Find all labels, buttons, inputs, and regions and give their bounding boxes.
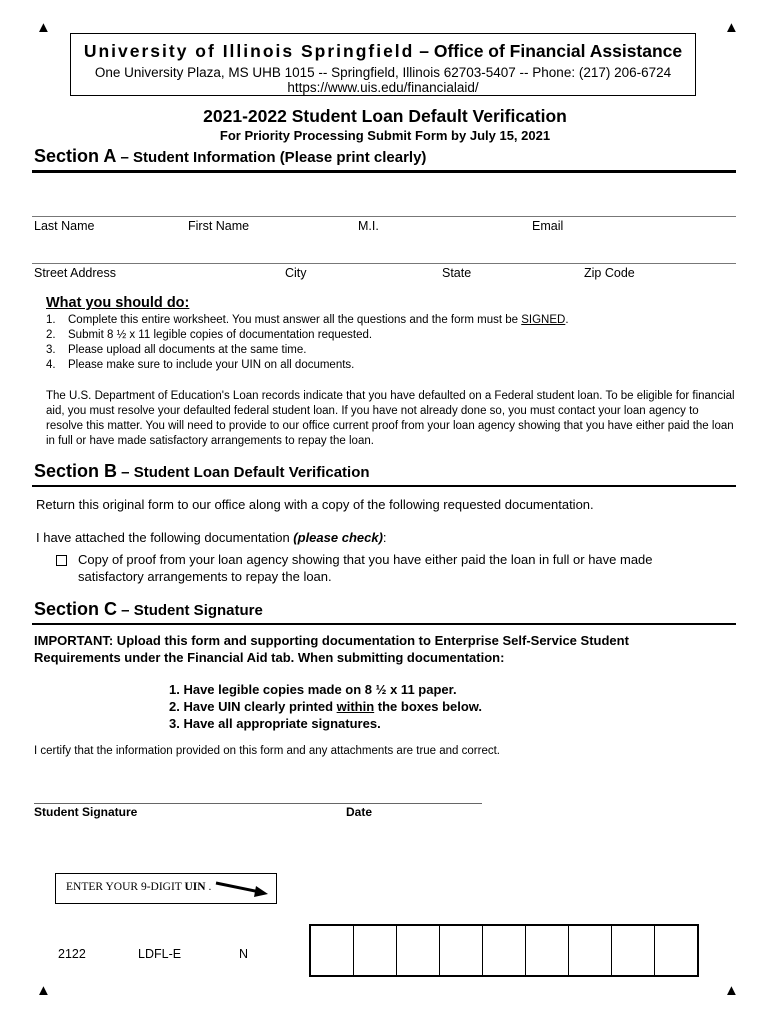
return-form-text: Return this original form to our office along with a copy of the following requested documentation. [36, 497, 594, 512]
proof-checkbox-label-1: Copy of proof from your loan agency showing that you have either paid the loan in full or have made [78, 552, 653, 567]
list-item: 1. Complete this entire worksheet. You must answer all the questions and the form must be SIGNED. [46, 314, 569, 326]
steps-list [46, 313, 569, 373]
list-item: 2. Submit 8 ½ x 11 legible copies of documentation requested. [46, 329, 373, 341]
what-you-should-do-heading: What you should do: [46, 295, 190, 311]
date-label: Date [346, 805, 373, 819]
mi-label: M.I. [358, 219, 379, 233]
form-code-year: 2122 [58, 947, 86, 961]
requirement-3: 3. Have all appropriate signatures. [169, 716, 381, 731]
list-item: 3. Please upload all documents at the same time. [46, 344, 307, 356]
header-address: One University Plaza, MS UHB 1015 -- Springfield, Illinois 62703-5407 -- Phone: (217) 206-6724 [94, 65, 672, 80]
email-label: Email [532, 219, 564, 233]
corner-mark-bottom-left: ▲ [36, 982, 51, 999]
section-c-heading: Section C – Student Signature [34, 599, 263, 619]
proof-checkbox-label-2: satisfactory arrangements to repay the loan. [78, 569, 332, 584]
requirement-1: 1. Have legible copies made on 8 ½ x 11 paper. [169, 682, 457, 697]
attached-documentation-text: I have attached the following documentation (please check): [36, 530, 387, 545]
uin-digit-box[interactable] [526, 926, 569, 975]
section-c-rule [32, 623, 736, 625]
uin-digit-box[interactable] [612, 926, 655, 975]
last-name-label: Last Name [34, 219, 95, 233]
form-subtitle: For Priority Processing Submit Form by July 15, 2021 [219, 128, 551, 143]
first-name-label: First Name [188, 219, 250, 233]
corner-mark-bottom-right: ▲ [724, 982, 739, 999]
arrow-right-icon [214, 877, 270, 899]
certify-statement: I certify that the information provided on this form and any attachments are true and correct. [34, 745, 500, 757]
header-url[interactable]: https://www.uis.edu/financialaid/ [287, 80, 479, 95]
uin-entry-grid [309, 924, 699, 977]
zip-code-label: Zip Code [584, 266, 635, 280]
field-line-1 [32, 216, 736, 217]
proof-checkbox[interactable] [56, 555, 67, 566]
important-note-line-1: IMPORTANT: Upload this form and supporting documentation to Enterprise Self-Service Student [34, 633, 629, 648]
uin-digit-box[interactable] [311, 926, 354, 975]
uin-instruction-box [55, 873, 277, 904]
uin-instruction-text: ENTER YOUR 9-DIGIT UIN . [66, 881, 212, 893]
uin-digit-box[interactable] [483, 926, 526, 975]
important-note-line-2: Requirements under the Financial Aid tab. When submitting documentation: [34, 650, 505, 665]
field-line-2 [32, 263, 736, 264]
section-b-heading: Section B – Student Loan Default Verification [34, 461, 370, 481]
section-a-heading: Section A – Student Information (Please print clearly) [34, 146, 427, 166]
default-explanation-paragraph: The U.S. Department of Education's Loan records indicate that you have defaulted on a Federal student loan. To be eligible for financial aid, you must resolve your defaulted federal student loan. If you have not already done so, you must contact your loan agency to resolve this matter. You will need to provide to our office current proof from your loan agency showing that you have either paid the loan in full or have made satisfactory arrangements to repay the loan. [46, 390, 735, 447]
corner-mark-top-right: ▲ [724, 19, 739, 36]
form-code-id: LDFL-E [138, 947, 182, 961]
corner-mark-top-left: ▲ [36, 19, 51, 36]
student-signature-label: Student Signature [34, 805, 138, 819]
street-address-label: Street Address [34, 266, 116, 280]
list-item: 4. Please make sure to include your UIN on all documents. [46, 359, 355, 371]
section-a-rule [32, 170, 736, 173]
signature-line[interactable] [34, 803, 482, 804]
uin-digit-box[interactable] [397, 926, 440, 975]
header-title: University of Illinois Springfield – Office of Financial Assistance [83, 41, 683, 61]
city-label: City [285, 266, 307, 280]
header-box [70, 33, 696, 96]
requirement-2: 2. Have UIN clearly printed within the boxes below. [169, 699, 483, 714]
uin-digit-box[interactable] [655, 926, 697, 975]
uin-digit-box[interactable] [569, 926, 612, 975]
section-b-rule [32, 485, 736, 487]
form-code-letter: N [239, 947, 249, 961]
uin-digit-box[interactable] [440, 926, 483, 975]
uin-digit-box[interactable] [354, 926, 397, 975]
state-label: State [442, 266, 472, 280]
form-title: 2021-2022 Student Loan Default Verification [203, 106, 567, 126]
